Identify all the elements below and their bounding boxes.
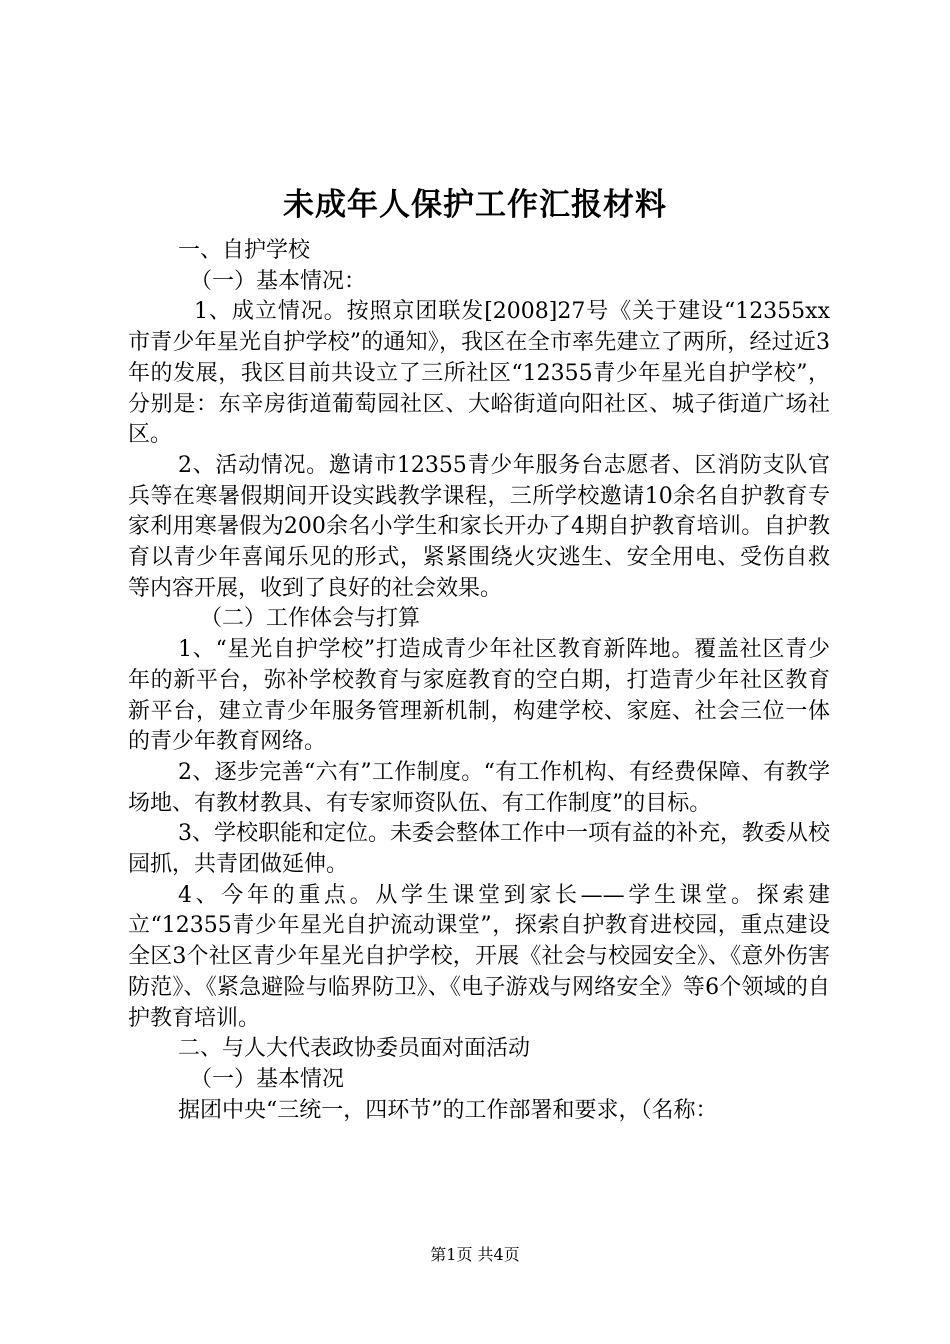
document-title: 未成年人保护工作汇报材料 — [283, 187, 667, 223]
paragraph-point-4: 4、今年的重点。从学生课堂到家长——学生课堂。探索建立“12355青少年星光自护流动课堂”，探索自护教育进校园，重点建设全区3个社区青少年星光自护学校，开展《社会与校园安全》、《意外伤害防范》、《紧急避险与临界防卫》、《电子游戏与网络安全》等6个领域的自护教育培训。 — [128, 882, 830, 1031]
paragraph-point-1: 1、“星光自护学校”打造成青少年社区教育新阵地。覆盖社区青少年的新平台，弥补学校教育与家庭教育的空白期，打造青少年社区教育新平台，建立青少年服务管理新机制，构建学校、家庭、社会三位一体的青少年教育网络。 — [128, 637, 830, 755]
page-footer: 第1页 共4页 — [430, 1245, 520, 1264]
subsection-heading-1-2: （二）工作体会与打算 — [200, 606, 421, 632]
paragraph-establishment: 1、成立情况。按照京团联发[2008]27号《关于建设“12355xx市青少年星光自护学校”的通知》，我区在全市率先建立了两所，经过近3年的发展，我区目前共设立了三所社区“12355青少年星光自护学校”，分别是：东辛房街道葡萄园社区、大峪街道向阳社区、城子街道广场社区。 — [128, 299, 830, 448]
paragraph-activities: 2、活动情况。邀请市12355青少年服务台志愿者、区消防支队官兵等在寒暑假期间开设实践教学课程，三所学校邀请10余名自护教育专家利用寒暑假为200余名小学生和家长开办了4期自护教育培训。自护教育以青少年喜闻乐见的形式，紧紧围绕火灾逃生、安全用电、受伤自救等内容开展，收到了良好的社会效果。 — [128, 452, 830, 601]
paragraph-basic-situation: 据团中央“三统一，四环节”的工作部署和要求，（名称： — [178, 1097, 718, 1123]
section-heading-1: 一、自护学校 — [178, 238, 311, 263]
subsection-heading-1-1: （一）基本情况： — [190, 268, 367, 294]
subsection-heading-2-1: （一）基本情况 — [190, 1066, 345, 1092]
section-heading-2: 二、与人大代表政协委员面对面活动 — [178, 1036, 531, 1062]
paragraph-point-2: 2、逐步完善“六有”工作制度。“有工作机构、有经费保障、有教学场地、有教材教具、有专家师资队伍、有工作制度”的目标。 — [128, 759, 830, 816]
document-body — [128, 236, 830, 1126]
paragraph-point-3: 3、学校职能和定位。未委会整体工作中一项有益的补充，教委从校园抓，共青团做延伸。 — [128, 821, 830, 878]
